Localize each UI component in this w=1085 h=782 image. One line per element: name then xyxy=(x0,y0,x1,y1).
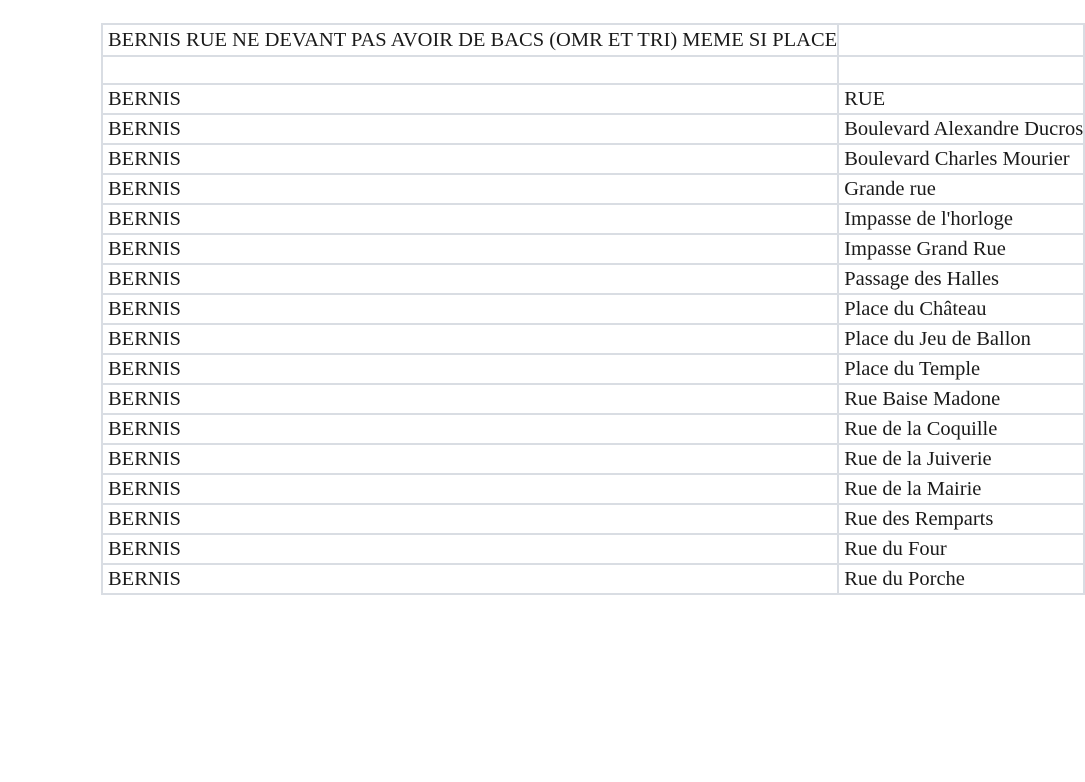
table-row xyxy=(102,174,1084,204)
commune-cell[interactable]: BERNIS xyxy=(102,114,838,144)
street-cell[interactable]: Place du Château xyxy=(838,294,1084,324)
street-cell[interactable]: Rue de la Coquille xyxy=(838,414,1084,444)
blank-cell-b[interactable] xyxy=(838,56,1084,84)
table-row xyxy=(102,144,1084,174)
commune-cell[interactable]: BERNIS xyxy=(102,534,838,564)
street-cell[interactable]: Impasse de l'horloge xyxy=(838,204,1084,234)
spreadsheet xyxy=(101,23,1085,595)
table-row xyxy=(102,564,1084,594)
commune-cell[interactable]: BERNIS xyxy=(102,474,838,504)
commune-cell[interactable]: BERNIS xyxy=(102,354,838,384)
street-cell[interactable]: Rue des Remparts xyxy=(838,504,1084,534)
commune-cell[interactable]: BERNIS xyxy=(102,444,838,474)
commune-cell[interactable]: BERNIS xyxy=(102,324,838,354)
street-cell[interactable]: Rue de la Mairie xyxy=(838,474,1084,504)
title-cell-b[interactable] xyxy=(838,24,1084,56)
street-cell[interactable]: Rue de la Juiverie xyxy=(838,444,1084,474)
street-cell[interactable]: Boulevard Charles Mourier xyxy=(838,144,1084,174)
table-row xyxy=(102,504,1084,534)
table-row xyxy=(102,204,1084,234)
table-row xyxy=(102,474,1084,504)
commune-cell[interactable]: BERNIS xyxy=(102,504,838,534)
street-cell[interactable]: Passage des Halles xyxy=(838,264,1084,294)
header-row xyxy=(102,84,1084,114)
commune-cell[interactable]: BERNIS xyxy=(102,174,838,204)
table-row xyxy=(102,234,1084,264)
table-row xyxy=(102,324,1084,354)
street-cell[interactable]: Rue du Four xyxy=(838,534,1084,564)
commune-cell[interactable]: BERNIS xyxy=(102,414,838,444)
header-commune-cell[interactable]: BERNIS xyxy=(102,84,838,114)
street-cell[interactable]: Place du Jeu de Ballon xyxy=(838,324,1084,354)
commune-cell[interactable]: BERNIS xyxy=(102,144,838,174)
street-cell[interactable]: Rue Baise Madone xyxy=(838,384,1084,414)
table-row xyxy=(102,264,1084,294)
table-row xyxy=(102,294,1084,324)
title-cell[interactable] xyxy=(102,24,838,56)
commune-cell[interactable]: BERNIS xyxy=(102,384,838,414)
table-row xyxy=(102,114,1084,144)
street-cell[interactable]: Place du Temple xyxy=(838,354,1084,384)
street-cell[interactable]: Impasse Grand Rue xyxy=(838,234,1084,264)
title-row xyxy=(102,24,1084,56)
table-row xyxy=(102,414,1084,444)
commune-cell[interactable]: BERNIS xyxy=(102,564,838,594)
commune-cell[interactable]: BERNIS xyxy=(102,234,838,264)
street-cell[interactable]: Boulevard Alexandre Ducros xyxy=(838,114,1084,144)
blank-row xyxy=(102,56,1084,84)
street-cell[interactable]: Grande rue xyxy=(838,174,1084,204)
streets-table xyxy=(101,23,1085,595)
table-row xyxy=(102,354,1084,384)
sheet-title: BERNIS RUE NE DEVANT PAS AVOIR DE BACS (OMR ET TRI) MEME SI PLACE xyxy=(108,29,838,51)
table-row xyxy=(102,384,1084,414)
street-cell[interactable]: Rue du Porche xyxy=(838,564,1084,594)
blank-cell-a[interactable] xyxy=(102,56,838,84)
commune-cell[interactable]: BERNIS xyxy=(102,264,838,294)
table-row xyxy=(102,444,1084,474)
commune-cell[interactable]: BERNIS xyxy=(102,294,838,324)
commune-cell[interactable]: BERNIS xyxy=(102,204,838,234)
table-row xyxy=(102,534,1084,564)
header-rue-cell[interactable]: RUE xyxy=(838,84,1084,114)
